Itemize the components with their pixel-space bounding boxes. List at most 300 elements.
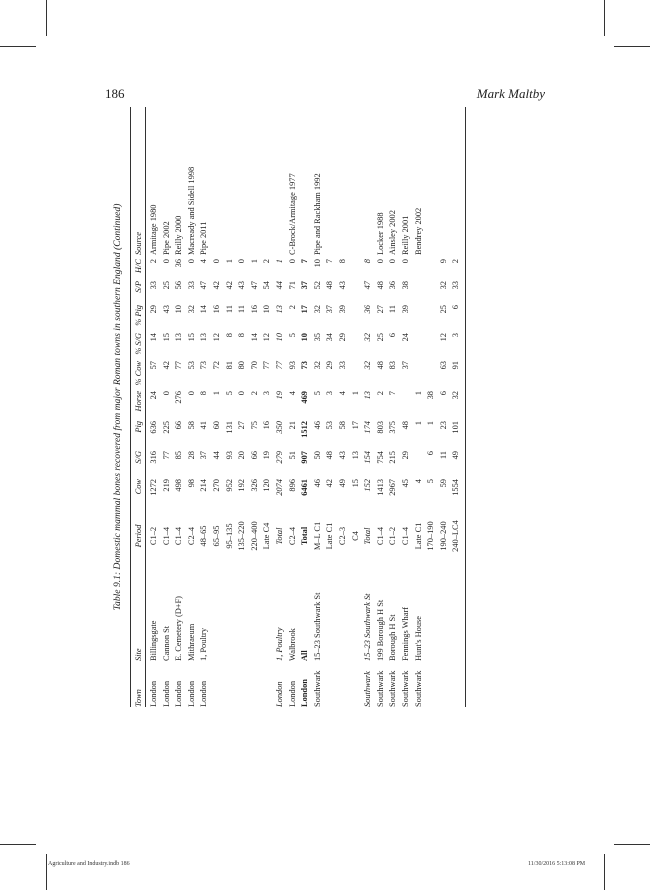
table-cell-psg: 15 — [161, 333, 171, 342]
table-row — [439, 107, 451, 707]
table-cell-sp: 25 — [161, 281, 171, 290]
table-cell-horse: 7 — [388, 391, 398, 396]
table-cell-pig: 1 — [426, 421, 436, 426]
table-cell-cow: 4 — [413, 479, 423, 484]
table-cell-horse: 2 — [375, 391, 385, 396]
table-cell-sg: 279 — [275, 451, 284, 464]
table-cell-pig: 48 — [401, 421, 410, 430]
table-cell-cow: 5 — [426, 479, 436, 484]
table-cell-pcow: 72 — [212, 361, 221, 370]
table-cell-hc: 0 — [287, 259, 297, 264]
table-cell-site: 15–23 Southwark St — [312, 592, 322, 661]
table-cell-source: Macready and Sidell 1998 — [186, 166, 196, 255]
table-cell-horse: 2 — [249, 391, 259, 396]
table-cell-pcow: 57 — [149, 361, 158, 370]
table-cell-cow: 214 — [199, 479, 209, 492]
table-cell-hc: 0 — [388, 259, 398, 264]
table-cell-site: Fennings Wharf — [401, 606, 410, 661]
table-row — [288, 107, 300, 707]
table-cell-psg: 25 — [375, 333, 385, 342]
table-cell-period: 220–400 — [249, 521, 259, 551]
table-cell-cow: 6461 — [300, 479, 310, 496]
table-cell-horse: 0 — [186, 391, 196, 396]
table-header-rule — [145, 107, 146, 707]
table-cell-psg: 12 — [438, 333, 448, 342]
table-bottom-rule — [465, 107, 466, 707]
table-cell-pig: 46 — [312, 421, 322, 430]
table-cell-source: Bendrey 2002 — [413, 207, 423, 255]
table-cell-pig: 21 — [287, 421, 297, 430]
table-cell-town: London — [149, 680, 158, 707]
table-cell-sp: 37 — [300, 281, 310, 290]
table-cell-sp: 44 — [275, 281, 284, 290]
table-cell-pcow: 91 — [451, 361, 461, 370]
table-cell-sg: 20 — [237, 451, 247, 460]
table-cell-pcow: 73 — [199, 361, 209, 370]
table-cell-site: 15–23 Southwark St — [363, 593, 373, 661]
table-cell-sp: 71 — [287, 281, 297, 290]
table-cell-period: Total — [300, 526, 310, 546]
table-cell-hc: 1 — [275, 259, 284, 264]
table-cell-sg: 754 — [375, 451, 385, 464]
table-row — [174, 107, 186, 707]
table-cell-pcow: 33 — [338, 361, 347, 370]
column-header: S/G — [134, 451, 143, 464]
crop-mark — [0, 46, 36, 47]
column-header: % S/G — [134, 333, 143, 355]
page-number: 186 — [105, 86, 125, 101]
table-cell-town: Southwark — [413, 670, 423, 707]
table-cell-psg: 14 — [249, 333, 259, 342]
table-cell-period: C1–2 — [149, 526, 158, 546]
table-cell-cow: 59 — [438, 479, 448, 488]
table-cell-pcow: 37 — [401, 361, 410, 370]
table-cell-sg: 49 — [451, 451, 461, 460]
table-cell-sg: 907 — [300, 451, 310, 464]
table-cell-pig: 27 — [237, 421, 247, 430]
table-cell-pig: 1512 — [300, 421, 310, 438]
table-cell-horse: 6 — [438, 391, 448, 396]
table-cell-ppig: 6 — [451, 305, 461, 310]
table-cell-hc: 10 — [312, 259, 322, 268]
table-cell-pig: 60 — [212, 421, 221, 430]
table-cell-psg: 12 — [262, 333, 272, 342]
crop-mark — [46, 0, 47, 36]
table-cell-period: 135–220 — [237, 521, 247, 551]
footer-right: 11/30/2016 5:13:08 PM — [528, 861, 586, 867]
table-cell-psg: 29 — [338, 333, 347, 342]
table-cell-ppig: 43 — [161, 305, 171, 314]
table-cell-pig: 225 — [161, 421, 171, 434]
table-cell-sg: 51 — [287, 451, 297, 460]
table-cell-sp: 33 — [451, 281, 461, 290]
table-row — [414, 107, 426, 707]
table-cell-ppig: 16 — [212, 305, 221, 314]
table-cell-ppig: 11 — [388, 305, 398, 314]
table-cell-horse: 0 — [161, 391, 171, 396]
table-cell-hc: 7 — [300, 259, 310, 264]
table-cell-source: Pipe 2011 — [199, 221, 209, 255]
table-cell-horse: 13 — [363, 391, 373, 400]
crop-mark — [614, 46, 650, 47]
table-cell-town: London — [186, 680, 196, 707]
table-cell-pig: 1 — [413, 421, 423, 426]
column-header: Town — [134, 689, 143, 707]
table-cell-period: C1–4 — [375, 526, 385, 546]
table-cell-pcow: 29 — [325, 361, 335, 370]
table-cell-cow: 42 — [325, 479, 335, 488]
table-cell-psg: 10 — [300, 333, 310, 342]
table-cell-sp: 32 — [438, 281, 448, 290]
table-cell-source: C-Brock/Armitage 1977 — [287, 173, 297, 255]
table-cell-psg: 10 — [275, 333, 284, 342]
table-cell-pcow: 70 — [249, 361, 259, 370]
table-cell-pcow: 77 — [174, 361, 184, 370]
table-cell-sp: 52 — [312, 281, 322, 290]
table-cell-horse: 0 — [237, 391, 247, 396]
table-cell-pig: 58 — [186, 421, 196, 430]
table-cell-period: C1–2 — [388, 526, 398, 546]
column-header: Cow — [134, 479, 143, 495]
table-cell-sg: 11 — [438, 451, 448, 460]
table-row — [388, 107, 400, 707]
table-cell-pcow: 63 — [438, 361, 448, 370]
table-cell-psg: 13 — [174, 333, 184, 342]
table-cell-pig: 350 — [275, 421, 284, 434]
table-cell-horse: 24 — [149, 391, 158, 400]
column-header: % Cow — [134, 361, 143, 386]
table-cell-source: Pipe 2002 — [161, 221, 171, 255]
table-cell-sg: 6 — [426, 451, 436, 456]
table-cell-source: Locker 1988 — [375, 212, 385, 255]
table-cell-ppig: 10 — [174, 305, 184, 314]
table-cell-site: Walbrook — [287, 628, 297, 661]
table-cell-town: Southwark — [312, 670, 322, 707]
table-cell-sg: 13 — [350, 451, 360, 460]
table-cell-town: London — [300, 679, 310, 707]
table-row — [199, 107, 211, 707]
table-cell-period: Late C4 — [262, 522, 272, 550]
table-row — [262, 107, 274, 707]
table-cell-pig: 131 — [224, 421, 234, 434]
table-cell-cow: 1413 — [375, 479, 385, 496]
table-cell-horse: 1 — [350, 391, 360, 396]
table-row — [351, 107, 363, 707]
table-cell-sg: 93 — [224, 451, 234, 460]
table-cell-source: Armitage 1980 — [149, 204, 158, 255]
table-cell-pcow: 81 — [224, 361, 234, 370]
table-cell-horse: 19 — [275, 391, 284, 400]
table-cell-site: Billingsgate — [149, 620, 158, 661]
rotated-table — [112, 107, 542, 707]
table-cell-horse: 4 — [338, 391, 347, 396]
table-cell-cow: 896 — [287, 479, 297, 492]
table-cell-sp: 43 — [338, 281, 347, 290]
table-cell-ppig: 29 — [149, 305, 158, 314]
table-cell-psg: 34 — [325, 333, 335, 342]
table-row — [426, 107, 438, 707]
table-row — [237, 107, 249, 707]
table-cell-ppig: 17 — [300, 305, 310, 314]
table-top-rule — [130, 107, 131, 707]
table-cell-cow: 46 — [312, 479, 322, 488]
table-cell-ppig: 27 — [375, 305, 385, 314]
table-cell-sg: 50 — [312, 451, 322, 460]
table-cell-pig: 41 — [199, 421, 209, 430]
table-cell-pig: 375 — [388, 421, 398, 434]
table-cell-psg: 8 — [237, 333, 247, 338]
table-cell-site: E. Cemetery (D+F) — [174, 596, 184, 661]
table-cell-sg: 28 — [186, 451, 196, 460]
table-cell-sg: 154 — [363, 451, 373, 464]
column-header: H/C — [134, 259, 143, 273]
table-cell-site: Mithraeum — [186, 623, 196, 661]
table-cell-hc: 0 — [375, 259, 385, 264]
table-cell-town: London — [174, 680, 184, 707]
table-cell-hc: 8 — [338, 259, 347, 264]
table-cell-period: Late C1 — [413, 522, 423, 550]
table-cell-period: 65–95 — [212, 525, 221, 547]
table-cell-horse: 469 — [300, 391, 310, 404]
column-header: S/P — [134, 281, 143, 293]
crop-mark — [604, 854, 605, 890]
table-cell-pcow: 73 — [300, 361, 310, 370]
table-cell-sp: 47 — [199, 281, 209, 290]
table-cell-pcow: 83 — [388, 361, 398, 370]
table-cell-period: M–L C1 — [312, 521, 322, 551]
table-cell-horse: 3 — [262, 391, 272, 396]
table-cell-psg: 35 — [312, 333, 322, 342]
table-cell-sp: 48 — [375, 281, 385, 290]
table-cell-hc: 1 — [224, 259, 234, 264]
table-row — [187, 107, 199, 707]
column-header: Period — [134, 524, 143, 548]
table-row — [250, 107, 262, 707]
table-cell-sp: 48 — [325, 281, 335, 290]
table-cell-pig: 58 — [338, 421, 347, 430]
column-header: Horse — [134, 391, 143, 412]
table-cell-psg: 6 — [388, 333, 398, 338]
table-cell-sg: 66 — [249, 451, 259, 460]
table-cell-sg: 43 — [338, 451, 347, 460]
table-cell-ppig: 11 — [237, 305, 247, 314]
table-row — [401, 107, 413, 707]
table-cell-pig: 16 — [262, 421, 272, 430]
table-cell-hc: 0 — [186, 259, 196, 264]
table-cell-ppig: 32 — [186, 305, 196, 314]
table-cell-town: London — [161, 680, 171, 707]
table-cell-hc: 4 — [199, 259, 209, 264]
table-row — [376, 107, 388, 707]
table-cell-horse: 8 — [199, 391, 209, 396]
table-cell-sg: 29 — [401, 451, 410, 460]
table-cell-town: Southwark — [401, 670, 410, 707]
table-cell-sp: 42 — [224, 281, 234, 290]
table-cell-source: Ainsley 2002 — [388, 210, 398, 255]
table-cell-period: C1–4 — [174, 526, 184, 546]
table-row — [451, 107, 463, 707]
table-cell-pcow: 93 — [287, 361, 297, 370]
table-cell-horse: 1 — [212, 391, 221, 396]
table-cell-town: London — [275, 681, 284, 707]
table-cell-pcow: 32 — [363, 361, 373, 370]
table-cell-sp: 33 — [149, 281, 158, 290]
table-cell-hc: 2 — [149, 259, 158, 264]
table-cell-period: 95–135 — [224, 523, 234, 549]
table-cell-site: 199 Borough H St — [375, 599, 385, 661]
table-cell-psg: 32 — [363, 333, 373, 342]
table-cell-hc: 1 — [249, 259, 259, 264]
table-cell-cow: 192 — [237, 479, 247, 492]
table-cell-hc: 0 — [401, 259, 410, 264]
table-cell-site: All — [300, 650, 310, 661]
table-cell-cow: 952 — [224, 479, 234, 492]
table-cell-cow: 45 — [401, 479, 410, 488]
crop-mark — [614, 844, 650, 845]
table-cell-pcow: 42 — [161, 361, 171, 370]
table-cell-psg: 5 — [287, 333, 297, 338]
table-cell-ppig: 10 — [262, 305, 272, 314]
table-row — [325, 107, 337, 707]
table-cell-period: 170–190 — [426, 521, 436, 551]
table-cell-horse: 1 — [413, 391, 423, 396]
table-cell-hc: 9 — [438, 259, 448, 264]
table-cell-pig: 174 — [363, 421, 373, 434]
table-cell-hc: 0 — [237, 259, 247, 264]
table-cell-pcow: 80 — [237, 361, 247, 370]
table-cell-site: Borough H St — [388, 614, 398, 661]
table-cell-pig: 17 — [350, 421, 360, 430]
running-head: Mark Maltby — [476, 86, 545, 101]
table-cell-sg: 215 — [388, 451, 398, 464]
table-cell-cow: 1554 — [451, 479, 461, 496]
table-cell-town: Southwark — [375, 670, 385, 707]
table-row — [300, 107, 312, 707]
table-cell-pig: 53 — [325, 421, 335, 430]
table-cell-ppig: 25 — [438, 305, 448, 314]
table-cell-horse: 276 — [174, 391, 184, 404]
table-row — [363, 107, 375, 707]
table-cell-ppig: 39 — [401, 305, 410, 314]
table-cell-cow: 49 — [338, 479, 347, 488]
table-cell-pig: 636 — [149, 421, 158, 434]
table-cell-ppig: 14 — [199, 305, 209, 314]
table-cell-period: Total — [363, 527, 373, 545]
table-row — [149, 107, 161, 707]
table-cell-hc: 0 — [212, 259, 221, 264]
table-cell-town: Southwark — [388, 670, 398, 707]
table-cell-psg: 15 — [186, 333, 196, 342]
table-cell-hc: 0 — [161, 259, 171, 264]
table-cell-cow: 1272 — [149, 479, 158, 496]
crop-mark — [0, 844, 36, 845]
column-header: % Pig — [134, 305, 143, 326]
table-cell-ppig: 36 — [363, 305, 373, 314]
table-cell-period: C2–4 — [186, 526, 196, 546]
table-cell-ppig: 37 — [325, 305, 335, 314]
table-cell-sg: 48 — [325, 451, 335, 460]
table-cell-psg: 14 — [149, 333, 158, 342]
table-row — [212, 107, 224, 707]
table-cell-ppig: 13 — [275, 305, 284, 314]
table-cell-psg: 13 — [199, 333, 209, 342]
table-cell-pig: 803 — [375, 421, 385, 434]
table-cell-period: Total — [275, 527, 284, 545]
table-cell-site: Hunt's House — [413, 615, 423, 661]
table-cell-pcow: 32 — [312, 361, 322, 370]
table-cell-sp: 36 — [388, 281, 398, 290]
table-cell-period: C1–4 — [401, 526, 410, 546]
table-cell-sp: 54 — [262, 281, 272, 290]
table-cell-ppig: 16 — [249, 305, 259, 314]
table-cell-cow: 219 — [161, 479, 171, 492]
table-cell-cow: 120 — [262, 479, 272, 492]
table-cell-hc: 2 — [451, 259, 461, 264]
table-cell-site: 1, Poultry — [275, 627, 284, 661]
table-cell-site: 1, Poultry — [199, 627, 209, 661]
table-cell-ppig: 39 — [338, 305, 347, 314]
table-cell-horse: 38 — [426, 391, 436, 400]
table-cell-cow: 2074 — [275, 479, 284, 496]
footer-left: Agriculture and Industry.indb 186 — [48, 861, 130, 867]
table-cell-psg: 12 — [212, 333, 221, 342]
crop-mark — [46, 854, 47, 890]
table-cell-cow: 498 — [174, 479, 184, 492]
table-cell-cow: 98 — [186, 479, 196, 488]
table-row — [313, 107, 325, 707]
table-cell-hc: 2 — [262, 259, 272, 264]
table-cell-period: C2–4 — [287, 526, 297, 546]
table-cell-source: Reilly 2001 — [401, 215, 410, 255]
table-cell-period: Late C1 — [325, 522, 335, 550]
table-cell-period: 240–LC4 — [451, 520, 461, 552]
table-cell-horse: 32 — [451, 391, 461, 400]
table-cell-ppig: 32 — [312, 305, 322, 314]
table-cell-pig: 75 — [249, 421, 259, 430]
table-cell-hc: 36 — [174, 259, 184, 268]
column-header: Source — [134, 232, 143, 255]
table-cell-hc: 7 — [325, 259, 335, 264]
table-row — [338, 107, 350, 707]
table-cell-site: Cannon St — [161, 625, 171, 661]
table-cell-pcow: 48 — [375, 361, 385, 370]
table-cell-pig: 66 — [174, 421, 184, 430]
column-header: Site — [134, 648, 143, 661]
table-cell-sp: 47 — [363, 281, 373, 290]
table-cell-pcow: 53 — [186, 361, 196, 370]
table-cell-sg: 316 — [149, 451, 158, 464]
table-cell-sp: 47 — [249, 281, 259, 290]
table-cell-psg: 24 — [401, 333, 410, 342]
table-row — [225, 107, 237, 707]
table-row — [162, 107, 174, 707]
table-cell-pig: 101 — [451, 421, 461, 434]
crop-mark — [604, 0, 605, 36]
table-cell-sg: 19 — [262, 451, 272, 460]
table-cell-source: Reilly 2000 — [174, 215, 184, 255]
table-cell-cow: 326 — [249, 479, 259, 492]
table-cell-psg: 3 — [451, 333, 461, 338]
column-header: Pig — [134, 421, 143, 433]
table-cell-horse: 5 — [224, 391, 234, 396]
table-cell-pcow: 77 — [275, 361, 284, 370]
table-cell-cow: 15 — [350, 479, 360, 488]
table-caption: Table 9.1: Domestic mammal bones recovered from major Roman towns in southern England (Continued) — [112, 203, 123, 611]
table-cell-sg: 77 — [161, 451, 171, 460]
table-cell-pcow: 77 — [262, 361, 272, 370]
table-cell-horse: 4 — [287, 391, 297, 396]
table-cell-period: C4 — [350, 531, 360, 541]
